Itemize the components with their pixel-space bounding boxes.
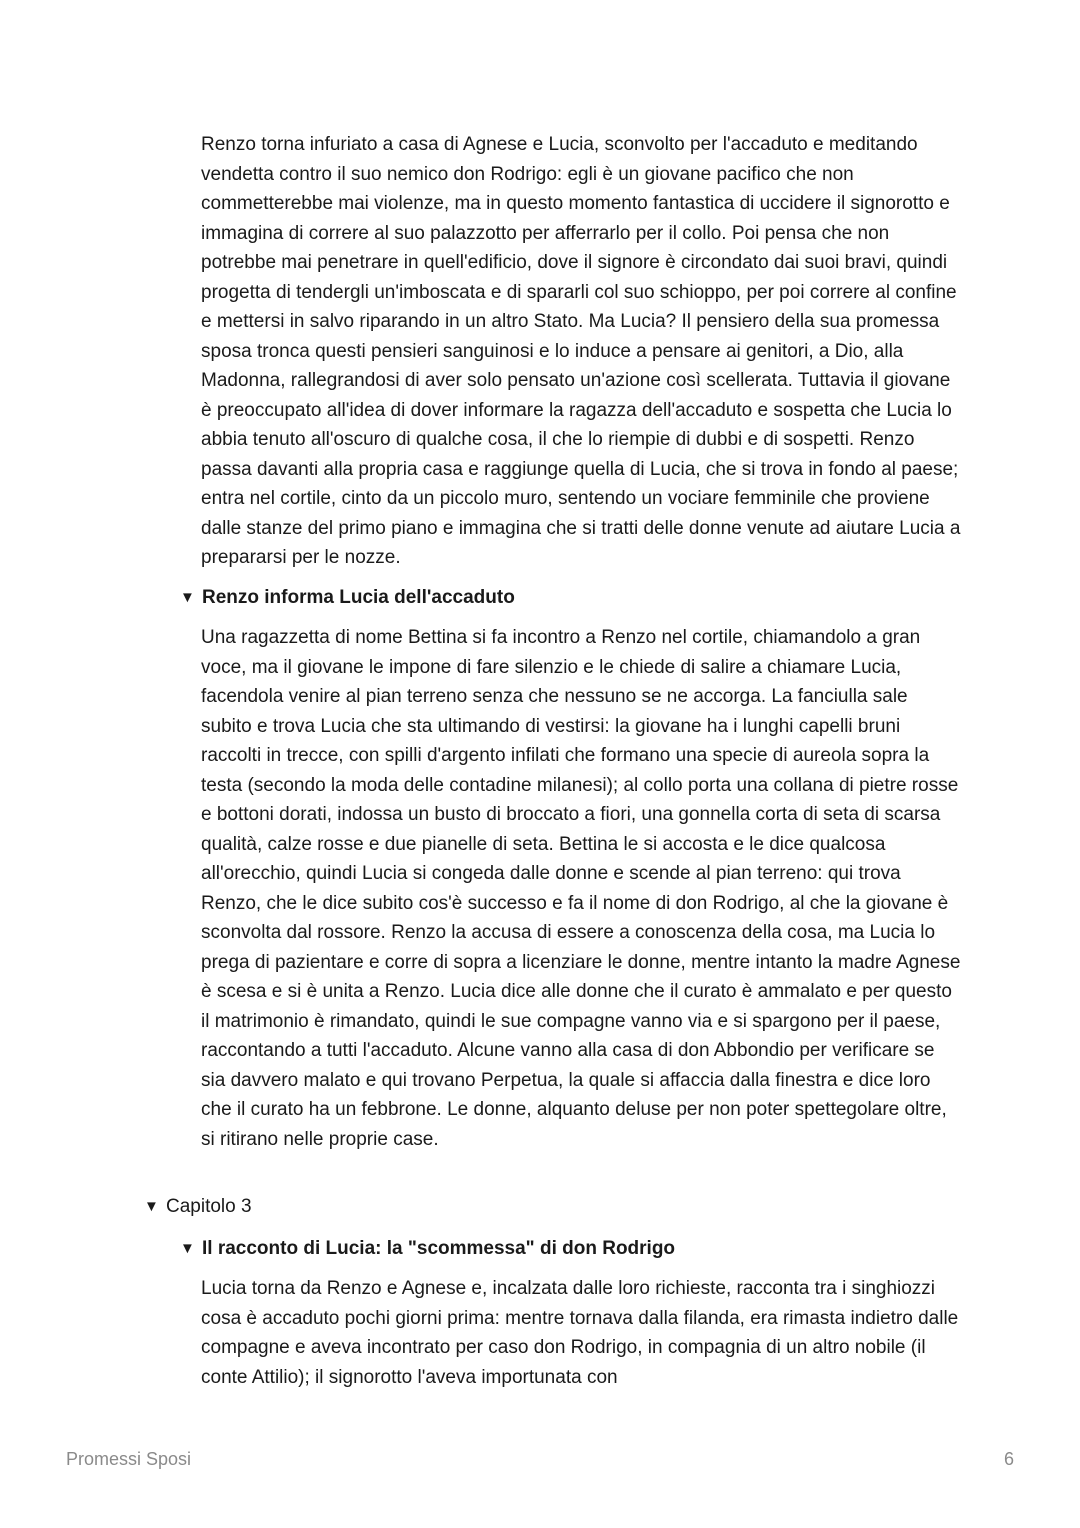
paragraph-text: Renzo torna infuriato a casa di Agnese e Lucia, sconvolto per l'accaduto e meditando vendetta contro il suo nemico don Rodrigo: egli è un giovane pacifico che non commetterebbe mai violenze, ma in questo momento fantastica di uccidere il signorotto e immagina di correre al suo palazzotto per afferrarlo per il collo. Poi pensa che non potrebbe mai penetrare in quell'edificio, dove il signore è circondato dai suoi bravi, quindi progetta di tendergli un'imboscata e di spararli col suo schioppo, per poi correre al confine e mettersi in salvo riparando in un altro Stato. Ma Lucia? Il pensiero della sua promessa sposa tronca questi pensieri sanguinosi e lo induce a pensare ai genitori, a Dio, alla Madonna, rallegrandosi di aver solo pensato un'azione così scellerata. Tuttavia il giovane è preoccupato all'idea di dover informare la ragazza dell'accaduto e sospetta che Lucia lo abbia tenuto all'oscuro di qualche cosa, il che lo riempie di dubbi e di sospetti. Renzo passa davanti alla propria casa e raggiunge quella di Lucia, che si trova in fondo al paese; entra nel cortile, cinto da un piccolo muro, sentendo un vociare femminile che proviene dalle stanze del primo piano e immagina che si tratti delle donne venute ad aiutare Lucia a prepararsi per le nozze. (201, 134, 961, 568)
footer-document-title: Promessi Sposi (66, 1449, 192, 1469)
toggle-heading-renzo-informa-lucia[interactable] (180, 585, 515, 611)
triangle-down-icon[interactable]: ▼ (180, 1240, 195, 1257)
toggle-heading-label: Renzo informa Lucia dell'accaduto (202, 587, 515, 608)
triangle-down-icon[interactable]: ▼ (180, 589, 195, 606)
triangle-down-icon[interactable]: ▼ (144, 1198, 159, 1215)
paragraph-text: Lucia torna da Renzo e Agnese e, incalzata dalle loro richieste, racconta tra i singhiozzi cosa è accaduto pochi giorni prima: mentre tornava dalla filanda, era rimasta indietro dalle compagne e aveva incontrato per caso don Rodrigo, in compagnia di un altro nobile (il conte Attilio); il signorotto l'aveva importunata con (201, 1278, 959, 1388)
toggle-heading-label: Il racconto di Lucia: la "scommessa" di don Rodrigo (202, 1238, 676, 1259)
toggle-heading-capitolo-3[interactable] (144, 1194, 252, 1220)
toggle-heading-racconto-di-lucia[interactable] (180, 1236, 675, 1262)
footer-page-number: 6 (1003, 1449, 1014, 1469)
paragraph-text: Una ragazzetta di nome Bettina si fa incontro a Renzo nel cortile, chiamandolo a gran voce, ma il giovane le impone di fare silenzio e le chiede di salire a chiamare Lucia, facendola venire al pian terreno senza che nessuno se ne accorga. La fanciulla sale subito e trova Lucia che sta ultimando di vestirsi: la giovane ha i lunghi capelli bruni raccolti in trecce, con spilli d'argento infilati che formano una specie di aureola sopra la testa (secondo la moda delle contadine milanesi); al collo porta una collana di pietre rosse e bottoni dorati, indossa un busto di broccato a fiori, una gonnella corta di seta di scarsa qualità, calze rosse e due pianelle di seta. Bettina le si accosta e le dice qualcosa all'orecchio, quindi Lucia si congeda dalle donne e scende al pian terreno: qui trova Renzo, che le dice subito cos'è successo e fa il nome di don Rodrigo, al che la giovane è sconvolta dal rossore. Renzo la accusa di essere a conoscenza della cosa, ma Lucia lo prega di pazientare e corre di sopra a licenziare le donne, mentre intanto la madre Agnese è scesa e si è unita a Renzo. Lucia dice alle donne che il curato è ammalato e per questo il matrimonio è rimandato, quindi le sue compagne vanno via e si spargono per il paese, raccontando a tutti l'accaduto. Alcune vanno alla casa di don Abbondio per verificare se sia davvero malato e qui trovano Perpetua, la quale si affaccia dalla finestra e dice loro che il curato ha un febbrone. Le donne, alquanto deluse per non poter spettegolare oltre, si ritirano nelle proprie case. (201, 627, 961, 1150)
toggle-heading-label: Capitolo 3 (166, 1196, 252, 1217)
